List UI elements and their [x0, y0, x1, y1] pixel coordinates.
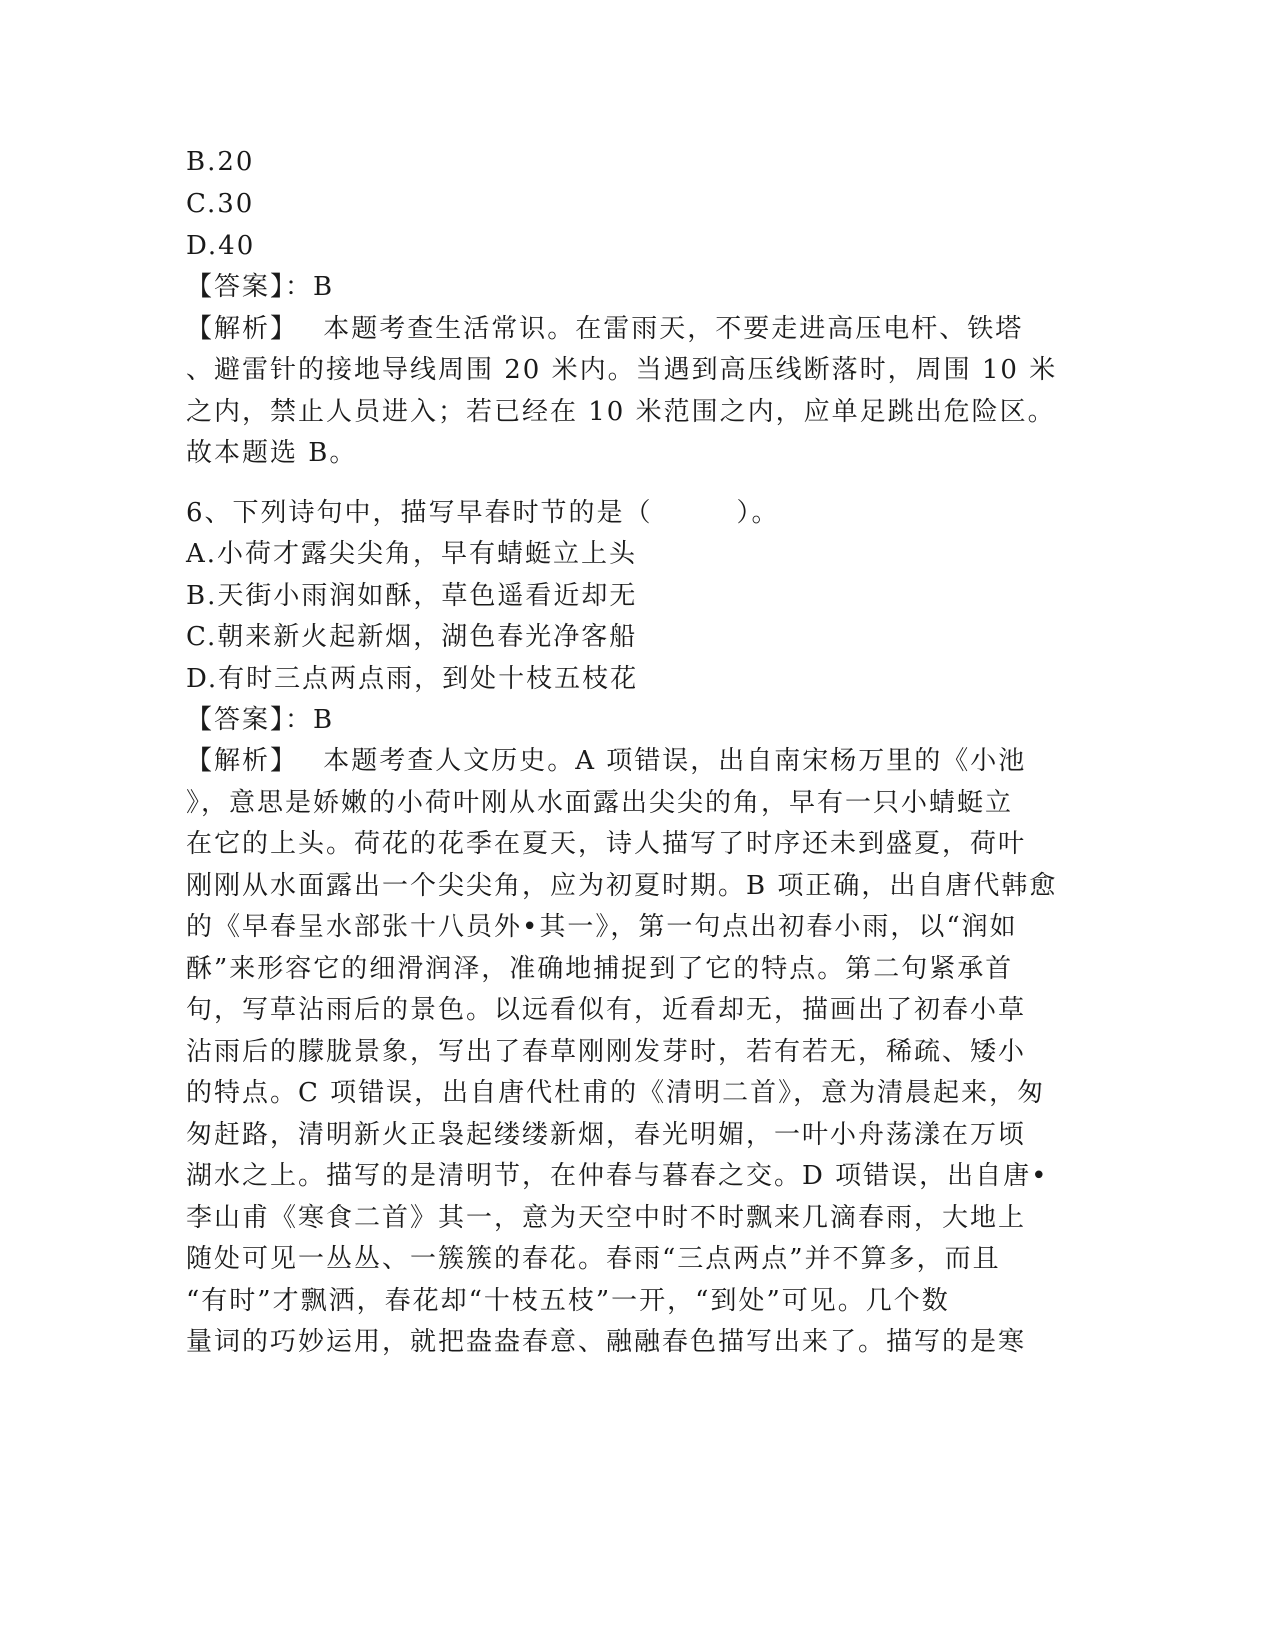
option-d: D.40 [186, 231, 256, 261]
analysis-line: 的特点。C 项错误，出自唐代杜甫的《清明二首》，意为清晨起来，匆 [186, 1078, 1046, 1108]
analysis-line: “有时”才飘洒，春花却“十枝五枝”一开，“到处”可见。几个数 [186, 1286, 950, 1316]
option-d: D.有时三点两点雨，到处十枝五枝花 [186, 664, 639, 694]
analysis-line: 匆赶路，清明新火正袅起缕缕新烟，春光明媚，一叶小舟荡漾在万顷 [186, 1120, 1027, 1150]
analysis-line: 【解析】 本题考查生活常识。在雷雨天，不要走进高压电杆、铁塔 [186, 314, 1024, 344]
analysis-line: 故本题选 B。 [186, 438, 358, 468]
option-a: A.小荷才露尖尖角，早有蜻蜓立上头 [186, 539, 638, 569]
analysis-line: 、避雷针的接地导线周围 20 米内。当遇到高压线断落时，周围 10 米 [186, 355, 1058, 385]
option-b: B.天街小雨润如酥，草色遥看近却无 [186, 581, 638, 611]
analysis-line: 》，意思是娇嫩的小荷叶刚从水面露出尖尖的角，早有一只小蜻蜓立 [186, 788, 1014, 818]
analysis-line: 李山甫《寒食二首》其一，意为天空中时不时飘来几滴春雨，大地上 [186, 1203, 1027, 1233]
analysis-line: 随处可见一丛丛、一簇簇的春花。春雨“三点两点”并不算多，而且 [186, 1244, 1001, 1274]
option-b: B.20 [186, 147, 255, 177]
analysis-line: 的《早春呈水部张十八员外•其一》，第一句点出初春小雨，以“润如 [186, 912, 1018, 942]
analysis-line: 酥”来形容它的细滑润泽，准确地捕捉到了它的特点。第二句紧承首 [186, 954, 1014, 984]
analysis-line: 在它的上头。荷花的花季在夏天，诗人描写了时序还未到盛夏，荷叶 [186, 829, 1027, 859]
analysis-line: 刚刚从水面露出一个尖尖角，应为初夏时期。B 项正确，出自唐代韩愈 [186, 871, 1058, 901]
analysis-line: 量词的巧妙运用，就把盎盎春意、融融春色描写出来了。描写的是寒 [186, 1327, 1027, 1357]
option-c: C.朝来新火起新烟，湖色春光净客船 [186, 622, 638, 652]
analysis-line: 沾雨后的朦胧景象，写出了春草刚刚发芽时，若有若无，稀疏、矮小 [186, 1037, 1027, 1067]
question-6: 6、下列诗句中，描写早春时节的是（ ）。 [186, 498, 780, 528]
answer-line: 【答案】：B [186, 705, 335, 735]
analysis-line: 之内，禁止人员进入；若已经在 10 米范围之内，应单足跳出危险区。 [186, 397, 1056, 427]
analysis-line: 【解析】 本题考查人文历史。A 项错误，出自南宋杨万里的《小池 [186, 746, 1027, 776]
analysis-line: 湖水之上。描写的是清明节，在仲春与暮春之交。D 项错误，出自唐• [186, 1161, 1049, 1191]
analysis-line: 句，写草沾雨后的景色。以远看似有，近看却无，描画出了初春小草 [186, 995, 1027, 1025]
answer-line: 【答案】：B [186, 272, 335, 302]
option-c: C.30 [186, 189, 255, 219]
